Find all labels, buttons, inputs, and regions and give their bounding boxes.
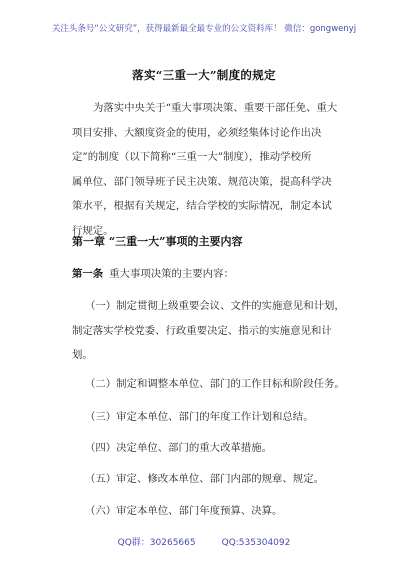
footer-contact: [0, 535, 408, 548]
item-3: （三）审定本单位、部门的年度工作计划和总结。: [85, 411, 314, 423]
footer-qq-number: QQ:535304092: [221, 538, 291, 548]
header-promo-note: 关注头条号“公文研究”，获得最新最全最专业的公文资料库！ 微信：gongwenyj: [51, 24, 357, 34]
item-line: 划。: [72, 349, 93, 361]
item-1-paragraph: [72, 294, 372, 368]
item-6: （六）审定本单位、部门年度预算、决算。: [85, 505, 283, 517]
intro-line: 策水平，根据有关规定，结合学校的实际情况，制定本试: [72, 200, 332, 212]
intro-line: 属单位、部门领导班子民主决策、规范决策，提高科学决: [72, 175, 332, 188]
footer-qq-group: QQ群：30265665: [117, 538, 196, 548]
item-line: （一）制定贯彻上级重要会议、文件的实施意见和计划，: [85, 300, 345, 312]
item-4: （四）决定单位、部门的重大改革措施。: [85, 442, 273, 454]
item-line: 制定落实学校党委、行政重要决定、指示的实施意见和计: [72, 324, 332, 337]
intro-line: 行规定。: [72, 224, 114, 237]
item-2: （二）制定和调整本单位、部门的工作目标和阶段任务。: [85, 378, 345, 390]
intro-line: 定”的制度（以下简称“三重一大”制度），推动学校所: [72, 151, 312, 163]
article-label: 第一条: [72, 268, 104, 280]
article-text: 重大事项决策的主要内容：: [109, 268, 234, 280]
chapter-heading: 第一章 “三重一大”事项的主要内容: [72, 235, 243, 248]
document-title: 落实“三重一大”制度的规定: [132, 68, 276, 82]
article-1: [72, 265, 234, 280]
intro-line: 为落实中央关于“重大事项决策、重要干部任免、重大: [93, 102, 338, 114]
item-5: （五）审定、修改本单位、部门内部的规章、规定。: [85, 473, 324, 485]
intro-paragraph: [72, 96, 372, 243]
intro-line: 项目安排、大额度资金的使用，必须经集体讨论作出决: [72, 126, 322, 139]
